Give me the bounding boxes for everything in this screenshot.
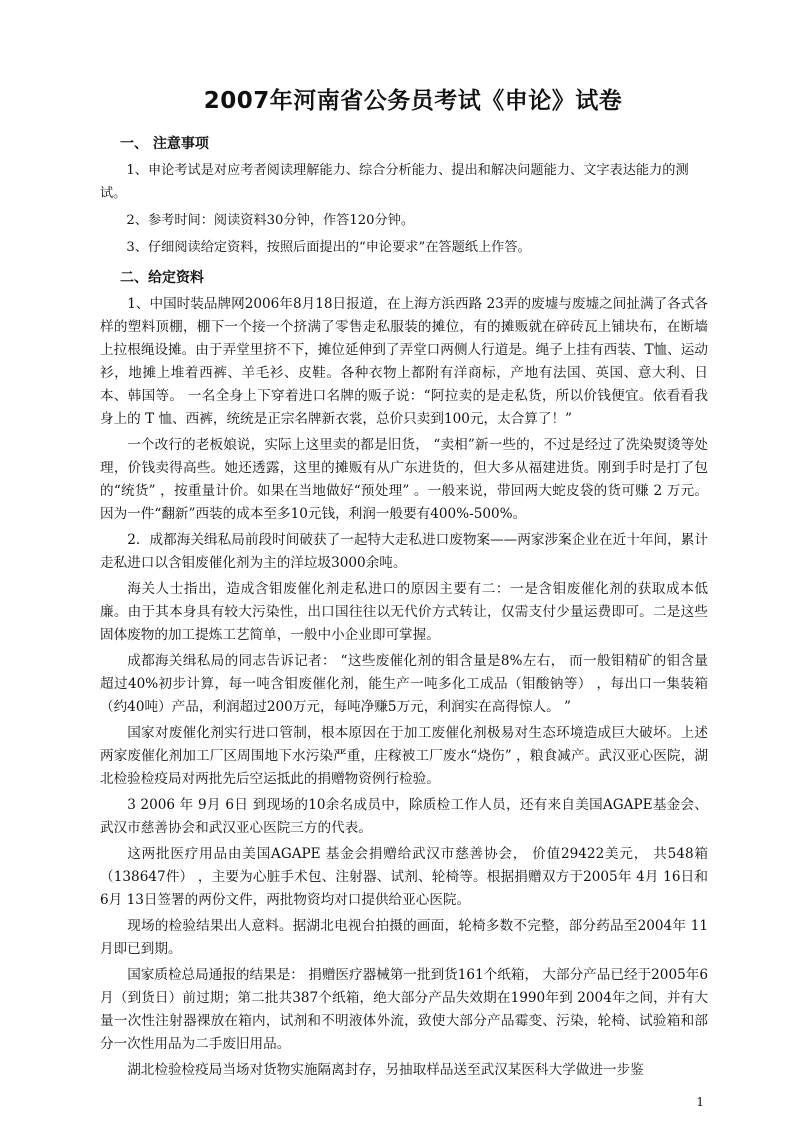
material-paragraph: 一个改行的老板娘说，实际上这里卖的都是旧货， “卖相”新一些的，不过是经过了洗染熨烫等处理，价钱卖得高些。她还透露，这里的摊贩有从广东进货的，但大多从福建进货。刚到手时是打了包的“统货” ，按重量计价。如果在当地做好“预处理” 。一般来说，带回两大蛇皮袋的货可赚 2 万元。因为一件“翻新”西装的成本至多10元钱，利润一般要有400%-500%。	[100, 437, 708, 522]
material-paragraph: 这两批医疗用品由美国AGAPE 基金会捐赠给武汉市慈善协会， 价值29422美元， 共548箱（138647件） ，主要为心脏手术包、注射器、试剂、轮椅等。根据捐赠双方于2005年 4月 16日和 6月 13日签署的两份文件，两批物资均对口提供给亚心医院。	[100, 846, 708, 908]
material-paragraph: 1、中国时装品牌网2006年8月18日报道，在上海方浜西路 23弄的废墟与废墟之间扯满了各式各样的塑料顶棚，棚下一个接一个挤满了零售走私服装的摊位，有的摊贩就在碎砖瓦上铺块布，在断墙上拉根绳设摊。由于弄堂里挤不下，摊位延伸到了弄堂口两侧人行道是。绳子上挂有西装、T恤、运动衫，地摊上堆着西裤、羊毛衫、皮鞋。各种衣物上都附有洋商标，产地有法国、英国、意大利、日本、韩国等。 一名全身上下穿着进口名牌的贩子说：“阿拉卖的是走私货，所以价钱便宜。依看看我身上的 T 恤、西裤，统统是正宗名牌新衣裳，总价只卖到100元，太合算了！”	[100, 296, 708, 427]
material-paragraph: 现场的检验结果出人意料。据湖北电视台拍摄的画面，轮椅多数不完整，部分药品至2004年 11月即已到期。	[100, 918, 708, 957]
material-paragraph: 3 2006 年 9月 6日 到现场的10余名成员中，除质检工作人员，还有来自美国AGAPE基金会、武汉市慈善协会和武汉亚心医院三方的代表。	[100, 797, 708, 836]
material-paragraph: 成都海关缉私局的同志告诉记者： “这些废催化剂的钼含量是8%左右， 而一般钼精矿的钼含量超过40%初步计算，每一吨含钼废催化剂，能生产一吨多化工成品（钼酸钠等） ，每出口一集装箱（约40吨）产品，利润超过200万元，每吨净赚5万元，利润实在高得惊人。 ”	[100, 653, 708, 715]
notice-item-3: 3、仔细阅读给定资料，按照后面提出的“申论要求”在答题纸上作答。	[126, 240, 531, 255]
notice-item-1: 1、申论考试是对应考者阅读理解能力、综合分析能力、提出和解决问题能力、文字表达能力的测试。	[100, 163, 689, 201]
section-heading-materials: 二、给定资料	[120, 270, 204, 286]
notice-item-2: 2、参考时间：阅读资料30分钟，作答120分钟。	[126, 213, 415, 228]
material-paragraph: 国家质检总局通报的结果是： 捐赠医疗器械第一批到货161个纸箱， 大部分产品已经于2005年6月（到货日）前过期；第二批共387个纸箱，绝大部分产品失效期在1990年到 2004年之间，并有大量一次性注射器裸放在箱内，试剂和不明液体外流，致使大部分产品霉变、污染，轮椅、试验箱和部分一次性用品为二手废旧用品。	[100, 967, 708, 1052]
material-paragraph: 海关人士指出，造成含钼废催化剂走私进口的原因主要有二：一是含钼废催化剂的获取成本低廉。由于其本身具有较大污染性，出口国往往以无代价方式转让，仅需支付少量运费即可。二是这些固体废物的加工提炼工艺简单，一般中小企业即可掌握。	[100, 581, 708, 643]
section-heading-notice: 一、 注意事项	[120, 136, 209, 152]
material-paragraph: 国家对废催化剂实行进口管制，根本原因在于加工废催化剂极易对生态环境造成巨大破坏。上述两家废催化剂加工厂区周围地下水污染严重，庄稼被工厂废水“烧伤” ，粮食减产。武汉亚心医院，湖北检验检疫局对两批先后空运抵此的捐赠物资例行检验。	[100, 725, 708, 787]
page-number: 1	[696, 1095, 704, 1109]
material-paragraph: 湖北检验检疫局当场对货物实施隔离封存，另抽取样品送至武汉某医科大学做进一步鉴	[127, 1062, 644, 1078]
document-title: 2007年河南省公务员考试《申论》试卷	[203, 88, 623, 114]
material-paragraph: 2．成都海关缉私局前段时间破获了一起特大走私进口废物案——两家涉案企业在近十年间，累计走私进口以含钼废催化剂为主的洋垃圾3000余吨。	[100, 532, 708, 571]
